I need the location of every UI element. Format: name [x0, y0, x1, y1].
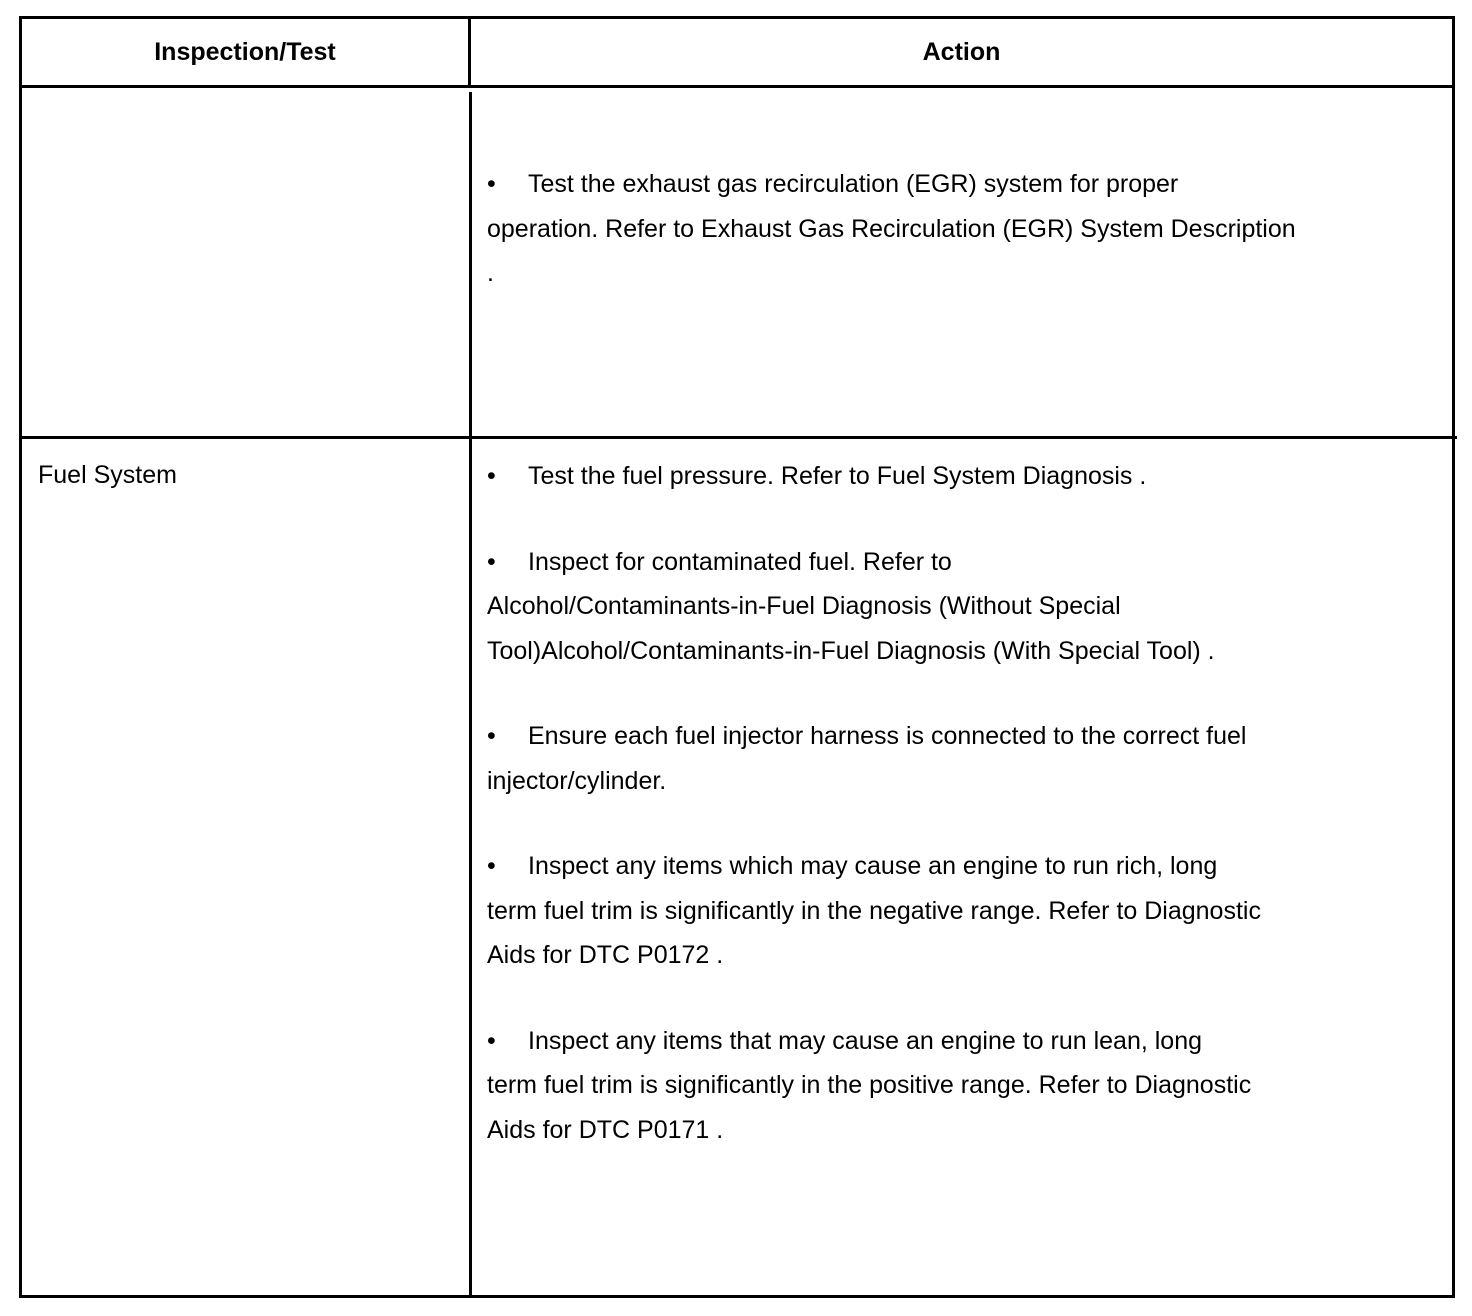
row-label-fuel-system: Fuel System [38, 461, 177, 489]
text-line: operation. Refer to Exhaust Gas Recirculation (EGR) System Description [487, 214, 1296, 243]
text-line: • Inspect for contaminated fuel. Refer to [487, 540, 1261, 585]
table-right-border [1452, 16, 1455, 1298]
row-divider [21, 436, 1457, 439]
header-inspection-test: Inspection/Test [154, 38, 336, 66]
table-top-border [19, 16, 1455, 19]
column-divider [469, 92, 472, 1298]
text-line: term fuel trim is significantly in the positive range. Refer to Diagnostic [487, 1071, 1252, 1099]
list-item [487, 714, 1261, 803]
bullet: • [487, 1026, 496, 1055]
table-left-border [19, 16, 22, 1298]
bullet: • [487, 722, 496, 750]
text-line: . [487, 259, 494, 287]
table-bottom-border [21, 1295, 1455, 1298]
text-line: injector/cylinder. [487, 766, 667, 795]
diagnostic-table [19, 16, 1455, 1298]
list-item [487, 540, 1261, 674]
list-item [487, 454, 1261, 499]
text-line: Aids for DTC P0171 . [487, 1115, 724, 1144]
header-action: Action [922, 38, 1001, 66]
list-item [487, 162, 1296, 296]
text-line: Alcohol/Contaminants-in-Fuel Diagnosis (Without Special [487, 592, 1121, 620]
list-item [487, 1019, 1261, 1153]
text-line: Tool)Alcohol/Contaminants-in-Fuel Diagnosis (With Special Tool) . [487, 636, 1215, 665]
action-cell [487, 162, 1296, 296]
list-item [487, 844, 1261, 978]
bullet: • [487, 462, 496, 490]
text-line: • Inspect any items which may cause an engine to run rich, long [487, 844, 1261, 889]
bullet: • [487, 852, 496, 880]
text-line: term fuel trim is significantly in the negative range. Refer to Diagnostic [487, 896, 1261, 925]
text-line: • Test the exhaust gas recirculation (EGR) system for proper [487, 162, 1296, 207]
header-bottom-border [19, 85, 1455, 88]
text-line: • Ensure each fuel injector harness is connected to the correct fuel [487, 714, 1261, 759]
action-cell [487, 454, 1261, 1152]
text-line: • Inspect any items that may cause an engine to run lean, long [487, 1019, 1261, 1064]
bullet: • [487, 547, 496, 576]
bullet: • [487, 170, 496, 198]
text-line: • Test the fuel pressure. Refer to Fuel System Diagnosis . [487, 454, 1261, 499]
text-line: Aids for DTC P0172 . [487, 941, 724, 969]
